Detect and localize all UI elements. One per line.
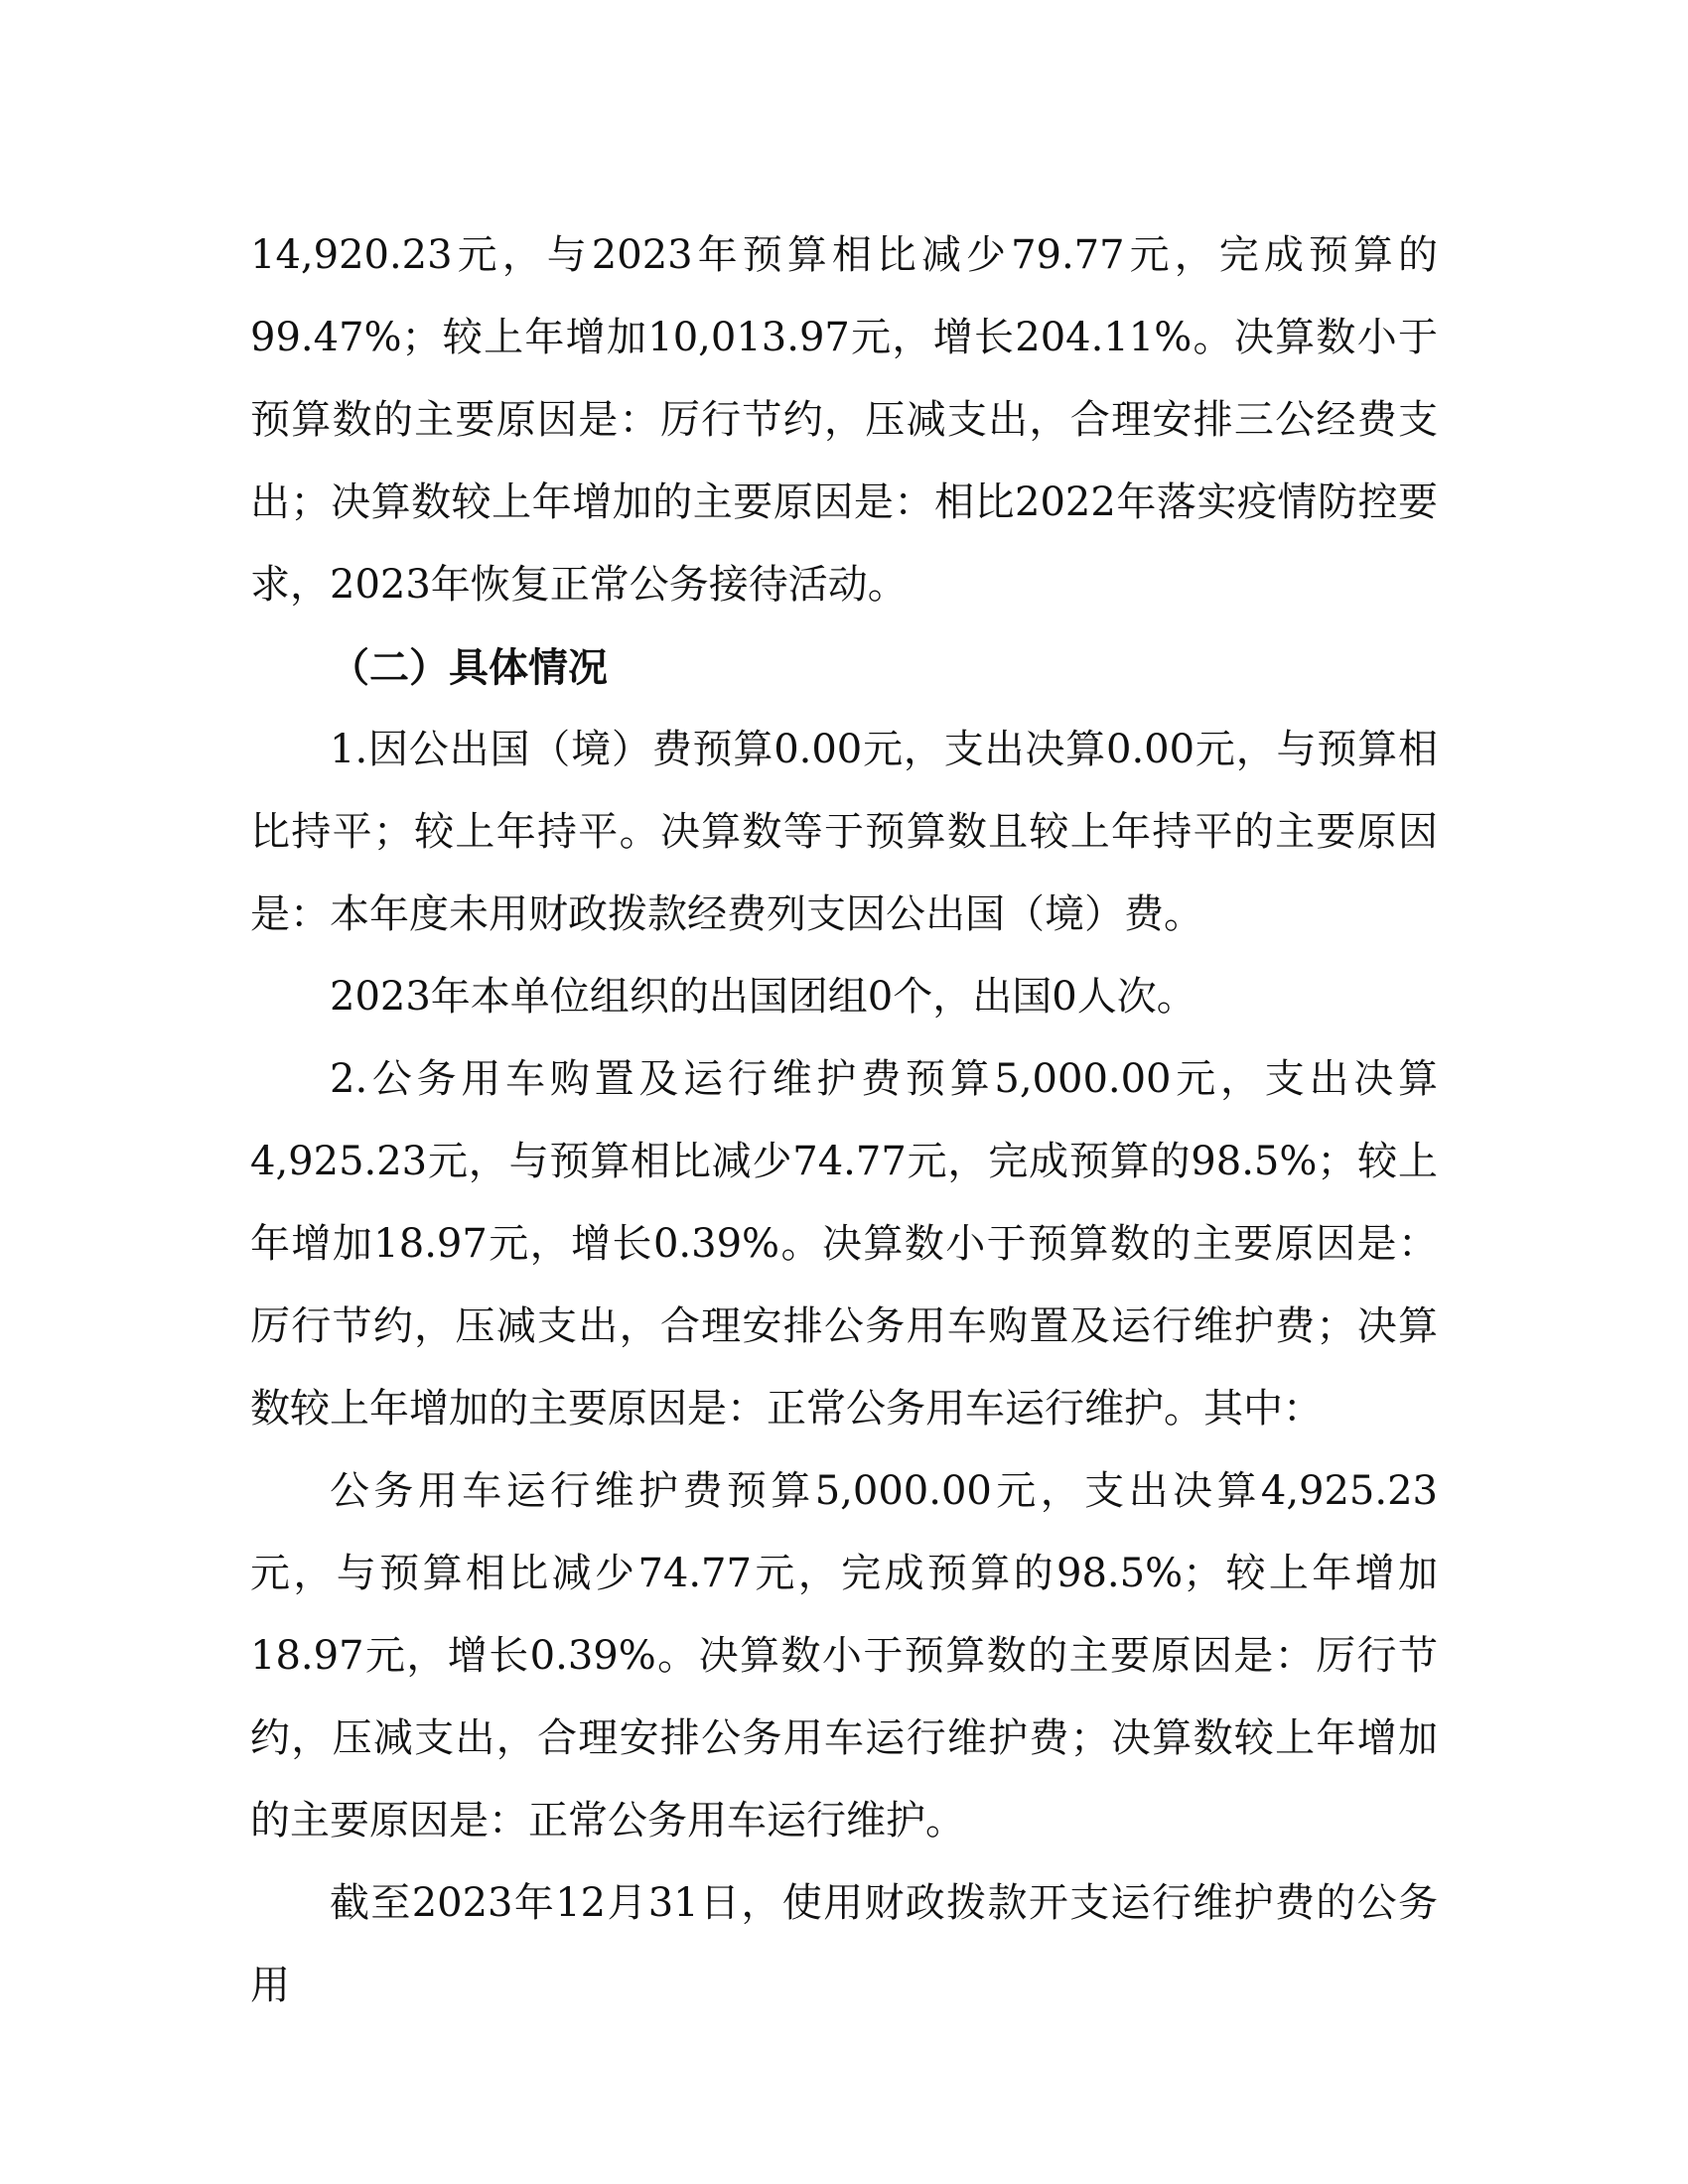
paragraph-vehicle-purchase-maintenance: 2.公务用车购置及运行维护费预算5,000.00元，支出决算4,925.23元，与预算相比减少74.77元，完成预算的98.5%；较上年增加18.97元，增长0.39%。决算数小于预算数的主要原因是：厉行节约，压减支出，合理安排公务用车购置及运行维护费；决算数较上年增加的主要原因是：正常公务用车运行维护。其中： [250,1056,1438,1432]
paragraph-overseas-travel-expense: 1.因公出国（境）费预算0.00元，支出决算0.00元，与预算相比持平；较上年持平。决算数等于预算数且较上年持平的主要原因是：本年度未用财政拨款经费列支因公出国（境）费。 [250,727,1438,937]
section-heading-specific-situation: （二）具体情况 [330,644,608,691]
paragraph-overseas-groups: 2023年本单位组织的出国团组0个，出国0人次。 [330,974,1196,1020]
paragraph-summary-continuation: 14,920.23元，与2023年预算相比减少79.77元，完成预算的99.47%；较上年增加10,013.97元，增长204.11%。决算数小于预算数的主要原因是：厉行节约，压减支出，合理安排三公经费支出；决算数较上年增加的主要原因是：相比2022年落实疫情防控要求，2023年恢复正常公务接待活动。 [250,232,1438,608]
paragraph-vehicle-maintenance: 公务用车运行维护费预算5,000.00元，支出决算4,925.23元，与预算相比减少74.77元，完成预算的98.5%；较上年增加18.97元，增长0.39%。决算数小于预算数的主要原因是：厉行节约，压减支出，合理安排公务用车运行维护费；决算数较上年增加的主要原因是：正常公务用车运行维护。 [250,1468,1438,1843]
paragraph-vehicle-count-intro: 截至2023年12月31日，使用财政拨款开支运行维护费的公务用 [250,1880,1438,2008]
document-body [250,214,1438,2027]
